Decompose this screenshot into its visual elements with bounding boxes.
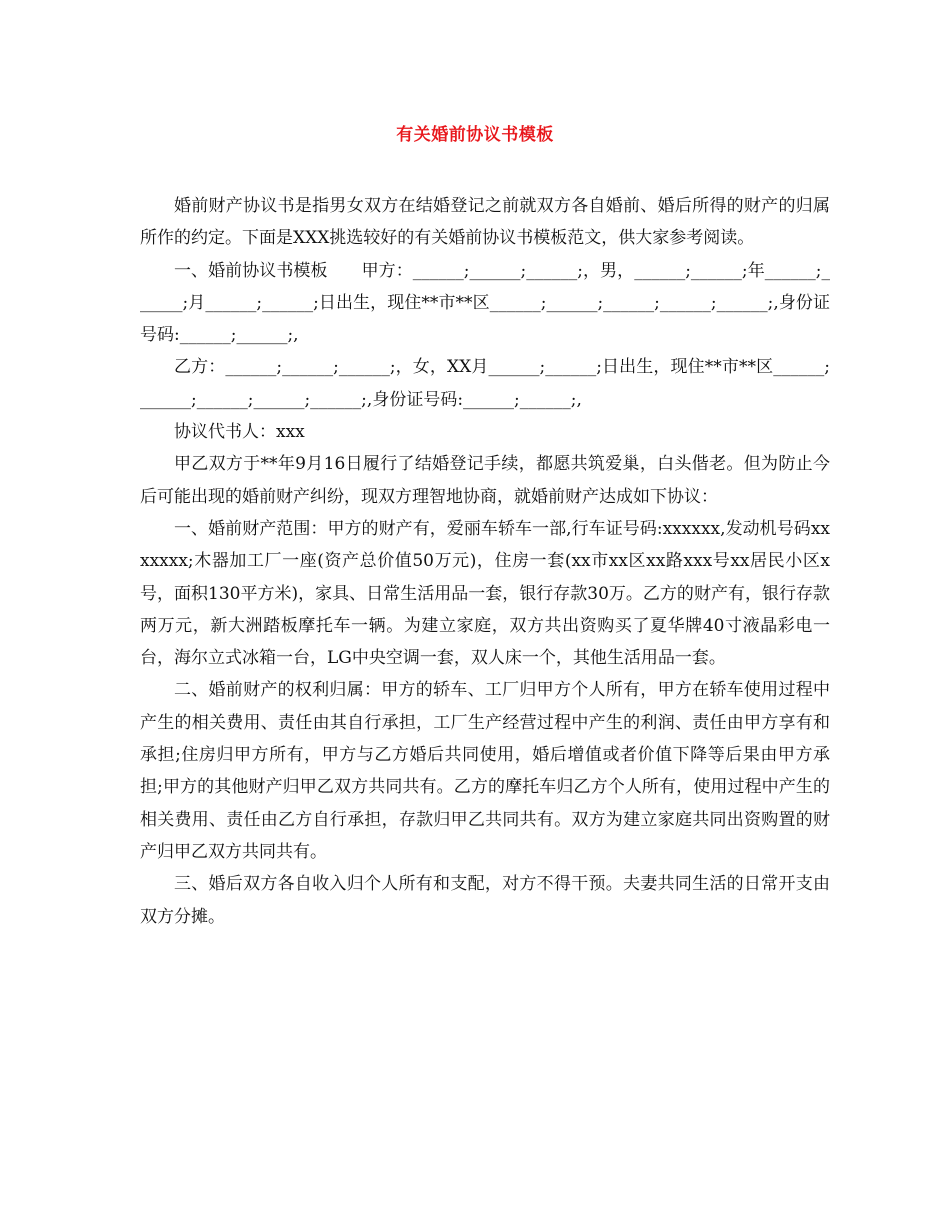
paragraph-clause-3: 三、婚后双方各自收入归个人所有和支配，对方不得干预。夫妻共同生活的日常开支由双方分摊。 bbox=[140, 874, 830, 927]
paragraph-preamble: 甲乙双方于**年9月16日履行了结婚登记手续，都愿共筑爱巢，白头偕老。但为防止今后可能出现的婚前财产纠纷，现双方理智地协商，就婚前财产达成如下协议： bbox=[140, 454, 830, 507]
paragraph-party-b: 乙方：______;______;______;，女，XX月______;______;日出生，现住**市**区______;______;______;______;______;,身份证号码:______;______;, bbox=[140, 357, 830, 410]
document-title: 有关婚前协议书模板 bbox=[396, 125, 554, 145]
document-body bbox=[140, 190, 830, 933]
paragraph-clause-1: 一、婚前财产范围：甲方的财产有，爱丽车轿车一部,行车证号码:xxxxxx,发动机号码xxxxxxx;木器加工厂一座(资产总价值50万元)，住房一套(xx市xx区xx路xxx号xx居民小区x号，面积130平方米)，家具、日常生活用品一套，银行存款30万。乙方的财产有，银行存款两万元，新大洲踏板摩托车一辆。为建立家庭，双方共出资购买了夏华牌40寸液晶彩电一台，海尔立式冰箱一台，LG中央空调一套，双人床一个，其他生活用品一套。 bbox=[140, 518, 830, 669]
paragraph-party-a: 一、婚前协议书模板 甲方：______;______;______;，男，______;______;年______;______;月______;______;日出生，现住**市**区______;______;______;______;______;,身份证号码:______;______;, bbox=[140, 260, 830, 346]
paragraph-agent: 协议代书人：xxx bbox=[174, 422, 305, 443]
paragraph-clause-2: 二、婚前财产的权利归属：甲方的轿车、工厂归甲方个人所有，甲方在轿车使用过程中产生的相关费用、责任由其自行承担，工厂生产经营过程中产生的利润、责任由甲方享有和承担;住房归甲方所有，甲方与乙方婚后共同使用，婚后增值或者价值下降等后果由甲方承担;甲方的其他财产归甲乙双方共同共有。乙方的摩托车归乙方个人所有，使用过程中产生的相关费用、责任由乙方自行承担，存款归甲乙共同共有。双方为建立家庭共同出资购置的财产归甲乙双方共同共有。 bbox=[140, 680, 830, 862]
paragraph-intro: 婚前财产协议书是指男女双方在结婚登记之前就双方各自婚前、婚后所得的财产的归属所作的约定。下面是XXX挑选较好的有关婚前协议书模板范文，供大家参考阅读。 bbox=[140, 196, 830, 249]
